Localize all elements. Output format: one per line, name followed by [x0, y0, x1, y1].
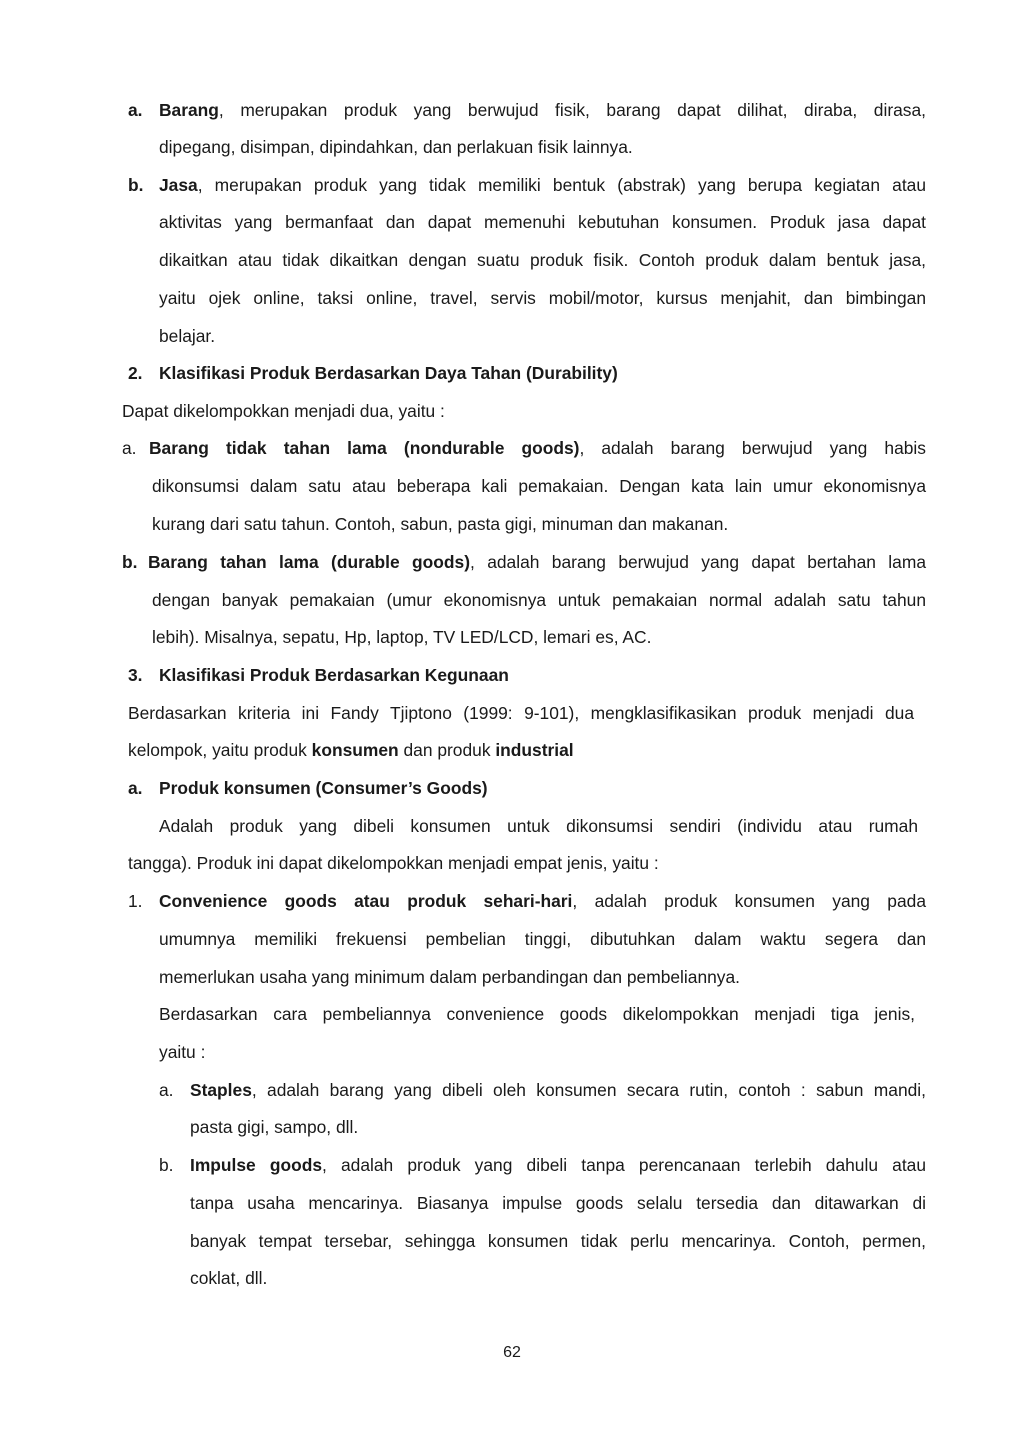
paragraph-line: dikonsumsi dalam satu atau beberapa kali pemakaian. Dengan kata lain umur ekonomisnya	[152, 476, 926, 496]
list-marker: 1.	[128, 891, 143, 911]
term-staples: Staples	[190, 1080, 252, 1100]
list-marker: a.	[122, 438, 137, 458]
paragraph-line: lebih). Misalnya, sepatu, Hp, laptop, TV LED/LCD, lemari es, AC.	[152, 627, 652, 647]
term-impulse: Impulse goods	[190, 1155, 323, 1175]
paragraph-line: kelompok, yaitu produk konsumen dan produk industrial	[128, 740, 574, 760]
paragraph-line: dengan banyak pemakaian (umur ekonomisnya untuk pemakaian normal adalah satu tahun	[152, 590, 926, 610]
list-marker: a.	[159, 1080, 174, 1100]
section-heading: Klasifikasi Produk Berdasarkan Kegunaan	[159, 665, 509, 685]
paragraph-line: tangga). Produk ini dapat dikelompokkan menjadi empat jenis, yaitu :	[128, 853, 659, 873]
paragraph-line: aktivitas yang bermanfaat dan dapat memenuhi kebutuhan konsumen. Produk jasa dapat	[159, 212, 926, 232]
paragraph-line: pasta gigi, sampo, dll.	[190, 1117, 359, 1137]
section-number: 3.	[128, 665, 143, 685]
list-marker: b.	[128, 175, 144, 195]
paragraph-line: kurang dari satu tahun. Contoh, sabun, pasta gigi, minuman dan makanan.	[152, 514, 729, 534]
paragraph-line: Convenience goods atau produk sehari-hari, adalah produk konsumen yang pada	[159, 891, 926, 911]
section-number: 2.	[128, 363, 143, 383]
paragraph-line: Adalah produk yang dibeli konsumen untuk dikonsumsi sendiri (individu atau rumah	[159, 816, 918, 836]
section-heading: Klasifikasi Produk Berdasarkan Daya Tahan (Durability)	[159, 363, 618, 383]
paragraph-line: Berdasarkan cara pembeliannya convenience goods dikelompokkan menjadi tiga jenis,	[159, 1004, 915, 1024]
paragraph-line: Dapat dikelompokkan menjadi dua, yaitu :	[122, 401, 445, 421]
term-durable: Barang tahan lama (durable goods)	[148, 552, 470, 572]
term-barang: Barang	[159, 100, 219, 120]
paragraph-line: yaitu :	[159, 1042, 206, 1062]
term-nondurable: Barang tidak tahan lama (nondurable goods)	[149, 438, 580, 458]
paragraph-line: dikaitkan atau tidak dikaitkan dengan suatu produk fisik. Contoh produk dalam bentuk jasa,	[159, 250, 926, 270]
page-number: 62	[503, 1344, 521, 1361]
paragraph-line: Barang, merupakan produk yang berwujud fisik, barang dapat dilihat, diraba, dirasa,	[159, 100, 926, 120]
term-jasa: Jasa	[159, 175, 198, 195]
paragraph-line: yaitu ojek online, taksi online, travel, servis mobil/motor, kursus menjahit, dan bimbingan	[159, 288, 926, 308]
list-marker: a.	[128, 100, 143, 120]
subsection-heading: Produk konsumen (Consumer’s Goods)	[159, 778, 488, 798]
list-marker: b.	[122, 552, 138, 572]
paragraph-line: tanpa usaha mencarinya. Biasanya impulse goods selalu tersedia dan ditawarkan di	[190, 1193, 926, 1213]
paragraph-line: Jasa, merupakan produk yang tidak memiliki bentuk (abstrak) yang berupa kegiatan atau	[159, 175, 926, 195]
list-marker: b.	[159, 1155, 174, 1175]
paragraph-line: dipegang, disimpan, dipindahkan, dan perlakuan fisik lainnya.	[159, 137, 633, 157]
paragraph-line: banyak tempat tersebar, sehingga konsumen tidak perlu mencarinya. Contoh, permen,	[190, 1231, 926, 1251]
paragraph-line: Berdasarkan kriteria ini Fandy Tjiptono (1999: 9-101), mengklasifikasikan produk menjadi dua	[128, 703, 914, 723]
paragraph-line: umumnya memiliki frekuensi pembelian tinggi, dibutuhkan dalam waktu segera dan	[159, 929, 926, 949]
paragraph-line: belajar.	[159, 326, 216, 346]
paragraph-line: Staples, adalah barang yang dibeli oleh konsumen secara rutin, contoh : sabun mandi,	[190, 1080, 926, 1100]
term-convenience: Convenience goods atau produk sehari-hari	[159, 891, 573, 911]
subsection-marker: a.	[128, 778, 143, 798]
paragraph-line: Impulse goods, adalah produk yang dibeli tanpa perencanaan terlebih dahulu atau	[190, 1155, 926, 1175]
paragraph-line: Barang tidak tahan lama (nondurable goods), adalah barang berwujud yang habis	[149, 438, 926, 458]
paragraph-line: Barang tahan lama (durable goods), adalah barang berwujud yang dapat bertahan lama	[148, 552, 926, 572]
paragraph-line: memerlukan usaha yang minimum dalam perbandingan dan pembeliannya.	[159, 967, 740, 987]
paragraph-line: coklat, dll.	[190, 1268, 268, 1288]
